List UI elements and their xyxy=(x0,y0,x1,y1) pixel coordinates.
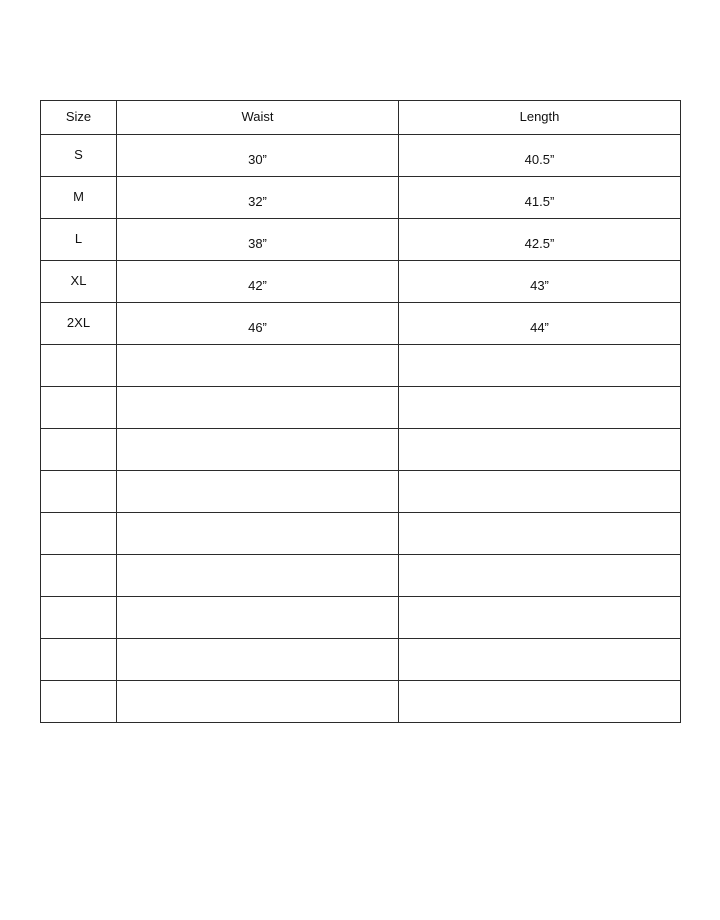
cell-size: M xyxy=(41,177,117,219)
cell-length-empty xyxy=(399,639,681,681)
cell-size-empty xyxy=(41,639,117,681)
cell-size-empty xyxy=(41,345,117,387)
column-header-length: Length xyxy=(399,101,681,135)
cell-length: 44” xyxy=(399,303,681,345)
column-header-size: Size xyxy=(41,101,117,135)
cell-length: 40.5” xyxy=(399,135,681,177)
cell-waist-empty xyxy=(117,681,399,723)
cell-length-empty xyxy=(399,597,681,639)
cell-size-empty xyxy=(41,513,117,555)
cell-size: XL xyxy=(41,261,117,303)
cell-length-empty xyxy=(399,471,681,513)
cell-waist-empty xyxy=(117,597,399,639)
cell-waist: 30” xyxy=(117,135,399,177)
table-row xyxy=(41,219,681,261)
table-row-empty xyxy=(41,387,681,429)
cell-size-empty xyxy=(41,387,117,429)
table-row-empty xyxy=(41,513,681,555)
cell-length-empty xyxy=(399,555,681,597)
cell-size: L xyxy=(41,219,117,261)
cell-length-empty xyxy=(399,387,681,429)
column-header-waist: Waist xyxy=(117,101,399,135)
cell-length: 41.5” xyxy=(399,177,681,219)
cell-waist: 38” xyxy=(117,219,399,261)
table-row-empty xyxy=(41,555,681,597)
table-row-empty xyxy=(41,471,681,513)
table-row xyxy=(41,303,681,345)
cell-size-empty xyxy=(41,555,117,597)
table-header-row xyxy=(41,101,681,135)
cell-length-empty xyxy=(399,513,681,555)
cell-size: 2XL xyxy=(41,303,117,345)
cell-size-empty xyxy=(41,471,117,513)
cell-waist: 32” xyxy=(117,177,399,219)
cell-waist: 42” xyxy=(117,261,399,303)
table-row-empty xyxy=(41,345,681,387)
table-row xyxy=(41,135,681,177)
cell-length-empty xyxy=(399,681,681,723)
table-row-empty xyxy=(41,597,681,639)
cell-waist-empty xyxy=(117,555,399,597)
size-chart-table xyxy=(40,100,681,723)
table-row-empty xyxy=(41,639,681,681)
cell-size: S xyxy=(41,135,117,177)
cell-waist-empty xyxy=(117,345,399,387)
cell-waist-empty xyxy=(117,387,399,429)
table-row xyxy=(41,177,681,219)
table-row-empty xyxy=(41,429,681,471)
cell-size-empty xyxy=(41,597,117,639)
cell-size-empty xyxy=(41,429,117,471)
cell-waist-empty xyxy=(117,429,399,471)
cell-waist: 46” xyxy=(117,303,399,345)
cell-length: 43” xyxy=(399,261,681,303)
cell-size-empty xyxy=(41,681,117,723)
cell-waist-empty xyxy=(117,471,399,513)
cell-length: 42.5” xyxy=(399,219,681,261)
table-row xyxy=(41,261,681,303)
size-chart-sheet xyxy=(40,100,680,723)
cell-length-empty xyxy=(399,345,681,387)
table-row-empty xyxy=(41,681,681,723)
cell-waist-empty xyxy=(117,513,399,555)
cell-length-empty xyxy=(399,429,681,471)
cell-waist-empty xyxy=(117,639,399,681)
